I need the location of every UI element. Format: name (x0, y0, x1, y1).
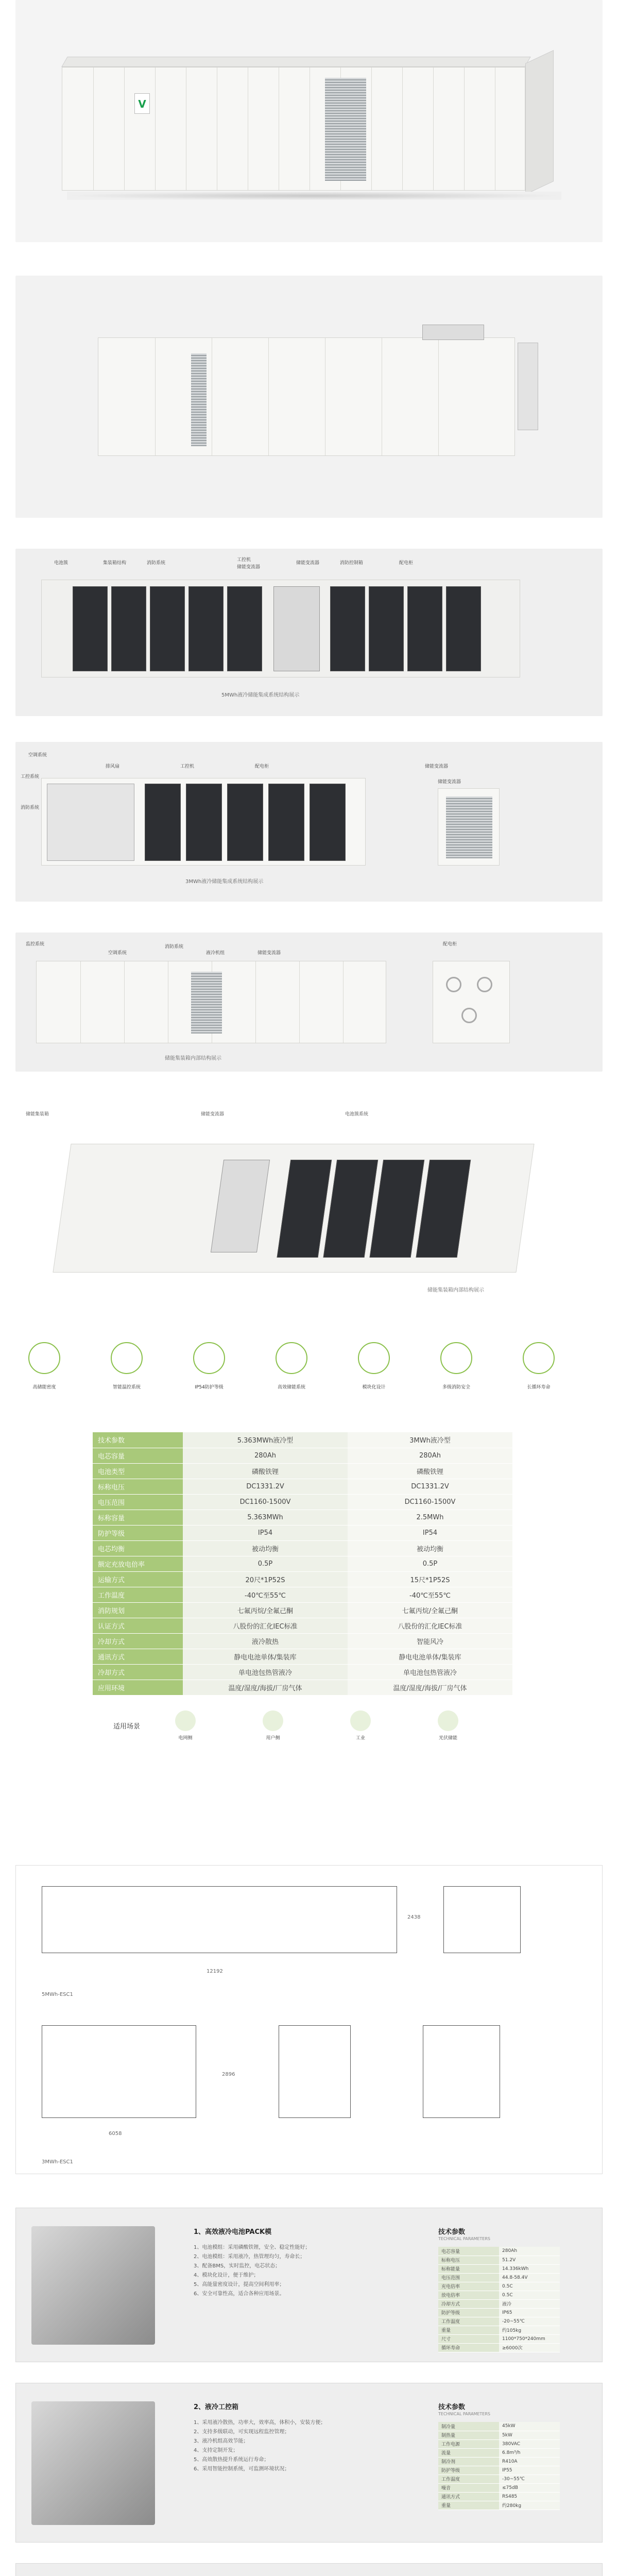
structure-exterior-section (15, 933, 603, 1072)
spec-key: 冷却方式 (93, 1633, 183, 1649)
container-body-rear (98, 337, 515, 456)
spec-value: 280Ah (348, 1448, 512, 1463)
internal-note: 储能集装箱内部结构展示 (427, 1287, 484, 1293)
spec-key: 工作温度 (93, 1587, 183, 1602)
callout-monitor: 监控系统 (26, 942, 45, 947)
feature-image (31, 2401, 155, 2525)
control-room (47, 784, 134, 861)
param-value: 6.8m³/h (499, 2448, 560, 2457)
params-row (438, 2448, 560, 2457)
drawing-top-label: 5MWh-ESC1 (42, 1992, 73, 1997)
feature-block (15, 2208, 603, 2362)
params-row (438, 2422, 560, 2431)
spec-key: 消防规划 (93, 1602, 183, 1618)
protection-icon (193, 1342, 225, 1374)
spec-row (93, 1448, 512, 1463)
callout-battery-cluster: 电池簇 (54, 561, 68, 566)
drawing-top-side (443, 1886, 521, 1953)
params-row (438, 2431, 560, 2439)
application-label-3: 光伏储能 (438, 1736, 457, 1741)
spec-row (93, 1479, 512, 1494)
spec-value: 0.5P (183, 1556, 348, 1571)
param-value: 44.8-58.4V (499, 2273, 560, 2282)
feature-label-1: 智能温控系统 (112, 1385, 141, 1390)
temperature-control-icon (111, 1342, 143, 1374)
drawing-top-front (42, 1886, 397, 1953)
dim-top-height: 2438 (407, 1914, 421, 1920)
lifecycle-icon (523, 1342, 555, 1374)
feature-title: 1、高效液冷电池PACK模 (194, 2228, 272, 2236)
spec-row (93, 1633, 512, 1649)
spec-row (93, 1556, 512, 1571)
spec-row (93, 1571, 512, 1587)
cooling-unit-side (518, 343, 538, 430)
container-exterior (36, 961, 386, 1043)
brand-logo-icon: V (138, 98, 146, 110)
spec-key: 电芯容量 (93, 1448, 183, 1463)
feature-block (15, 2563, 603, 2576)
drawings-section (15, 1865, 603, 2174)
param-key: 防护等级 (438, 2466, 499, 2475)
param-key: 重量 (438, 2501, 499, 2510)
vent-grille (191, 353, 207, 446)
param-value: 5kW (499, 2431, 560, 2439)
applications-title: 适用场景 (113, 1723, 141, 1731)
param-value: 约280kg (499, 2501, 560, 2510)
feature-label-0: 高储能密度 (32, 1385, 56, 1390)
spec-row (93, 1587, 512, 1602)
spec-row (93, 1649, 512, 1664)
spec-value: 智能风冷 (348, 1633, 512, 1649)
feature-line: 5、高能量密度设计，提高空间利用率； (194, 2282, 285, 2287)
feature-line: 3、配备BMS，实时监控，电芯状态； (194, 2263, 281, 2269)
params-subtitle: TECHNICAL PARAMETERS (438, 2236, 490, 2241)
spec-key: 认证方式 (93, 1618, 183, 1633)
param-value: 0.5C (499, 2291, 560, 2299)
params-row (438, 2466, 560, 2475)
drawing-bottom-label: 3MWh-ESC1 (42, 2159, 73, 2165)
param-value: -20~55℃ (499, 2317, 560, 2326)
cooling-unit-top (422, 325, 484, 340)
callout-fire: 消防系统 (165, 944, 184, 950)
feature-label-4: 模块化设计 (362, 1385, 386, 1390)
spec-row (93, 1540, 512, 1556)
callout-liquid: 液冷机组 (206, 951, 225, 956)
application-icon-solar (438, 1710, 458, 1731)
spec-value: 八股份的汇化IEC标准 (183, 1618, 348, 1633)
spec-table (93, 1432, 512, 1696)
callout-container: 储能集装箱 (26, 1112, 49, 1117)
container-side (525, 50, 554, 195)
spec-value: 静电电池单体/集装库 (348, 1649, 512, 1664)
callout-aircon: 空调系统 (108, 951, 127, 956)
spec-value: 5.363MWh (183, 1510, 348, 1525)
callout-pcs-side: 储能变流器 (438, 779, 461, 785)
callout-fan: 排风扇 (106, 764, 120, 769)
spec-value: IP54 (183, 1525, 348, 1540)
params-title: 技术参数 (438, 2228, 466, 2236)
params-subtitle: TECHNICAL PARAMETERS (438, 2412, 490, 2416)
open-container (41, 580, 520, 677)
pcs-cabinet (273, 586, 320, 671)
param-key: 标称能量 (438, 2264, 499, 2273)
drawing-bottom-front (42, 2025, 196, 2118)
param-key: 流量 (438, 2448, 499, 2457)
param-key: 噪音 (438, 2483, 499, 2492)
callout-cluster: 电池簇系统 (345, 1112, 369, 1117)
spec-value: -40℃至55℃ (348, 1587, 512, 1602)
param-value: ≤75dB (499, 2483, 560, 2492)
spec-key: 电芯均衡 (93, 1540, 183, 1556)
param-key: 电压范围 (438, 2273, 499, 2282)
spec-value: 温度/湿度/海拔/厂房气体 (183, 1680, 348, 1695)
spec-value: 温度/湿度/海拔/厂房气体 (348, 1680, 512, 1695)
structure-3mwh-section (15, 742, 603, 902)
feature-label-5: 多级消防安全 (442, 1385, 470, 1390)
exterior-caption: 储能集装箱内部结构展示 (165, 1056, 221, 1061)
param-key: 通讯方式 (438, 2492, 499, 2501)
callout-distribution: 配电柜 (443, 942, 457, 947)
spec-value: DC1160-1500V (183, 1494, 348, 1510)
internal-view-section (15, 1103, 603, 1309)
param-key: 冷却方式 (438, 2299, 499, 2308)
callout-pcs: 储能变流器 (201, 1112, 225, 1117)
spec-row (93, 1602, 512, 1618)
spec-key: 通讯方式 (93, 1649, 183, 1664)
spec-row (93, 1463, 512, 1479)
param-key: 循环寿命 (438, 2343, 499, 2352)
callout-pcs-2: 储能变流器 (296, 561, 320, 566)
drawing-bottom-side (279, 2025, 351, 2118)
application-label-1: 用户侧 (266, 1736, 280, 1741)
vent-grille (325, 78, 366, 181)
params-title: 技术参数 (438, 2403, 466, 2411)
logo-panel (134, 93, 150, 114)
param-value: RS485 (499, 2492, 560, 2501)
spec-value: 3MWh液冷型 (348, 1432, 512, 1448)
feature-icons-row (15, 1342, 603, 1404)
structure-caption: 5MWh液冷储能集成系统结构展示 (221, 692, 300, 698)
params-row (438, 2483, 560, 2492)
spec-value: 20尺*1P52S (183, 1571, 348, 1587)
params-row (438, 2475, 560, 2483)
spec-value: -40℃至55℃ (183, 1587, 348, 1602)
structure-5mwh-section (15, 549, 603, 716)
spec-key: 电池类型 (93, 1463, 183, 1479)
feature-line: 1、采用液冷散热，功率大，效率高，体积小，安装方便； (194, 2420, 326, 2426)
dim-bottom-length: 6058 (109, 2131, 122, 2137)
feature-line: 5、高效散热提升系统运行寿命； (194, 2457, 269, 2463)
pcs-side-unit (438, 788, 500, 866)
feature-line: 6、安全可靠性高，适合各种应用场景。 (194, 2291, 285, 2297)
param-value: R410A (499, 2457, 560, 2466)
container-end-view (433, 961, 510, 1043)
spec-key: 额定充放电倍率 (93, 1556, 183, 1571)
efficiency-icon (276, 1342, 307, 1374)
params-row (438, 2326, 560, 2334)
spec-value: DC1331.2V (348, 1479, 512, 1494)
param-key: 重量 (438, 2326, 499, 2334)
param-key: 尺寸 (438, 2334, 499, 2343)
application-label-2: 工业 (355, 1736, 365, 1741)
param-key: 工作温度 (438, 2475, 499, 2483)
param-value: 380VAC (499, 2439, 560, 2448)
spec-row (93, 1494, 512, 1510)
spec-value: 七氟丙烷/全氟己酮 (348, 1602, 512, 1618)
param-key: 制冷量 (438, 2422, 499, 2431)
params-row (438, 2273, 560, 2282)
feature-line: 3、液冷机组高效节能； (194, 2438, 249, 2444)
param-value: -30~55℃ (499, 2475, 560, 2483)
spec-value: 0.5P (348, 1556, 512, 1571)
callout-pcs: 储能变流器 (425, 764, 449, 769)
params-row (438, 2439, 560, 2448)
dim-top-length: 12192 (207, 1969, 223, 1974)
spec-value: 15尺*1P52S (348, 1571, 512, 1587)
param-value: 0.5C (499, 2282, 560, 2291)
spec-value: 磷酸铁锂 (183, 1463, 348, 1479)
param-key: 防护等级 (438, 2308, 499, 2317)
callout-ipc: 工控机 (180, 764, 195, 769)
spec-key: 电压范围 (93, 1494, 183, 1510)
params-row (438, 2247, 560, 2256)
spec-value: 八股份的汇化IEC标准 (348, 1618, 512, 1633)
spec-value: 液冷散热 (183, 1633, 348, 1649)
spec-key: 标称容量 (93, 1510, 183, 1525)
callout-control: 工控系统 (21, 774, 40, 779)
structure-caption-3mwh: 3MWh液冷储能集成系统结构展示 (185, 879, 264, 885)
feature-title: 2、液冷工控箱 (194, 2403, 239, 2411)
feature-line: 2、电池模组：采用液冷，热管理均匀，寿命长； (194, 2254, 305, 2260)
cutaway-container (53, 1144, 534, 1273)
param-key: 充电倍率 (438, 2282, 499, 2291)
callout-fire: 消防系统 (21, 805, 40, 810)
param-value: 液冷 (499, 2299, 560, 2308)
params-table (438, 2247, 560, 2352)
open-container-3mwh (41, 778, 366, 866)
fire-safety-icon (440, 1342, 472, 1374)
drawing-bottom-end (423, 2025, 500, 2118)
param-key: 电芯容量 (438, 2247, 499, 2256)
callout-aircon: 空调系统 (28, 753, 47, 758)
spec-row (93, 1525, 512, 1540)
params-row (438, 2334, 560, 2343)
param-value: IP65 (499, 2308, 560, 2317)
feature-line: 1、电池模组：采用磷酸铁锂，安全、稳定性能好； (194, 2245, 311, 2250)
spec-key: 应用环境 (93, 1680, 183, 1695)
feature-image (31, 2226, 155, 2345)
rear-container-section (15, 276, 603, 518)
spec-value: 被动均衡 (183, 1540, 348, 1556)
callout-pcs-1: 储能变流器 (237, 565, 261, 570)
spec-value: 5.363MWh液冷型 (183, 1432, 348, 1448)
param-value: 45kW (499, 2422, 560, 2431)
param-key: 工作电源 (438, 2439, 499, 2448)
spec-key: 技术参数 (93, 1432, 183, 1448)
spec-value: IP54 (348, 1525, 512, 1540)
params-row (438, 2291, 560, 2299)
spec-value: 七氟丙烷/全氟己酮 (183, 1602, 348, 1618)
application-icon-industry (350, 1710, 371, 1731)
params-row (438, 2299, 560, 2308)
callout-fire-system: 消防系统 (147, 561, 166, 566)
spec-value: 被动均衡 (348, 1540, 512, 1556)
spec-value: 2.5MWh (348, 1510, 512, 1525)
spec-row (93, 1510, 512, 1525)
dim-bottom-height: 2896 (222, 2072, 235, 2077)
spec-row (93, 1680, 512, 1695)
param-key: 放电倍率 (438, 2291, 499, 2299)
callout-pcs: 储能变流器 (258, 951, 281, 956)
callout-distribution: 配电柜 (255, 764, 269, 769)
feature-label-3: 高效储能系统 (277, 1385, 305, 1390)
params-row (438, 2282, 560, 2291)
feature-line: 4、支持定制开发； (194, 2448, 238, 2453)
applications-row (93, 1710, 525, 1747)
params-row (438, 2457, 560, 2466)
spec-row (93, 1618, 512, 1633)
application-icon-grid (175, 1710, 196, 1731)
spec-row (93, 1664, 512, 1680)
spec-value: 静电电池单体/集装库 (183, 1649, 348, 1664)
params-row (438, 2256, 560, 2264)
params-row (438, 2343, 560, 2352)
pcs-block (211, 1160, 270, 1252)
params-row (438, 2308, 560, 2317)
container-shadow (67, 192, 561, 200)
param-value: IP55 (499, 2466, 560, 2475)
feature-label-2: IP54防护等级 (195, 1385, 224, 1390)
callout-distribution: 配电柜 (399, 561, 414, 566)
param-key: 制热量 (438, 2431, 499, 2439)
params-row (438, 2492, 560, 2501)
callout-ipc: 工控机 (237, 557, 251, 563)
param-key: 制冷剂 (438, 2457, 499, 2466)
param-value: 1100*750*240mm (499, 2334, 560, 2343)
spec-key: 运输方式 (93, 1571, 183, 1587)
spec-value: DC1160-1500V (348, 1494, 512, 1510)
params-row (438, 2317, 560, 2326)
param-value: 280Ah (499, 2247, 560, 2256)
param-key: 工作温度 (438, 2317, 499, 2326)
feature-line: 2、支持多级联动，可实现远程监控管理； (194, 2429, 290, 2435)
param-value: ≥6000次 (499, 2343, 560, 2352)
params-row (438, 2264, 560, 2273)
params-row (438, 2501, 560, 2510)
param-value: 约105kg (499, 2326, 560, 2334)
container-top-roof (61, 57, 531, 67)
spec-key: 冷却方式 (93, 1664, 183, 1680)
modular-icon (358, 1342, 390, 1374)
params-table (438, 2422, 560, 2510)
param-value: 51.2V (499, 2256, 560, 2264)
callout-container: 集装箱结构 (103, 561, 127, 566)
application-icon-user (263, 1710, 283, 1731)
feature-line: 4、模块化设计，便于维护； (194, 2273, 259, 2278)
feature-label-6: 长循环寿命 (527, 1385, 551, 1390)
spec-value: 280Ah (183, 1448, 348, 1463)
spec-value: 单电池包热管液冷 (183, 1664, 348, 1680)
application-label-0: 电网侧 (178, 1736, 193, 1741)
param-key: 标称电压 (438, 2256, 499, 2264)
spec-key: 标称电压 (93, 1479, 183, 1494)
container-body (62, 67, 525, 191)
spec-value: DC1331.2V (183, 1479, 348, 1494)
spec-row (93, 1432, 512, 1448)
param-value: 14.336kWh (499, 2264, 560, 2273)
spec-value: 单电池包热管液冷 (348, 1664, 512, 1680)
feature-block (15, 2383, 603, 2543)
hero-container-section (15, 0, 603, 242)
spec-value: 磷酸铁锂 (348, 1463, 512, 1479)
feature-line: 6、采用智能控制系统，可监测环境状况； (194, 2466, 290, 2472)
energy-density-icon (28, 1342, 60, 1374)
spec-key: 防护等级 (93, 1525, 183, 1540)
callout-fire-box: 消防控制箱 (340, 561, 364, 566)
